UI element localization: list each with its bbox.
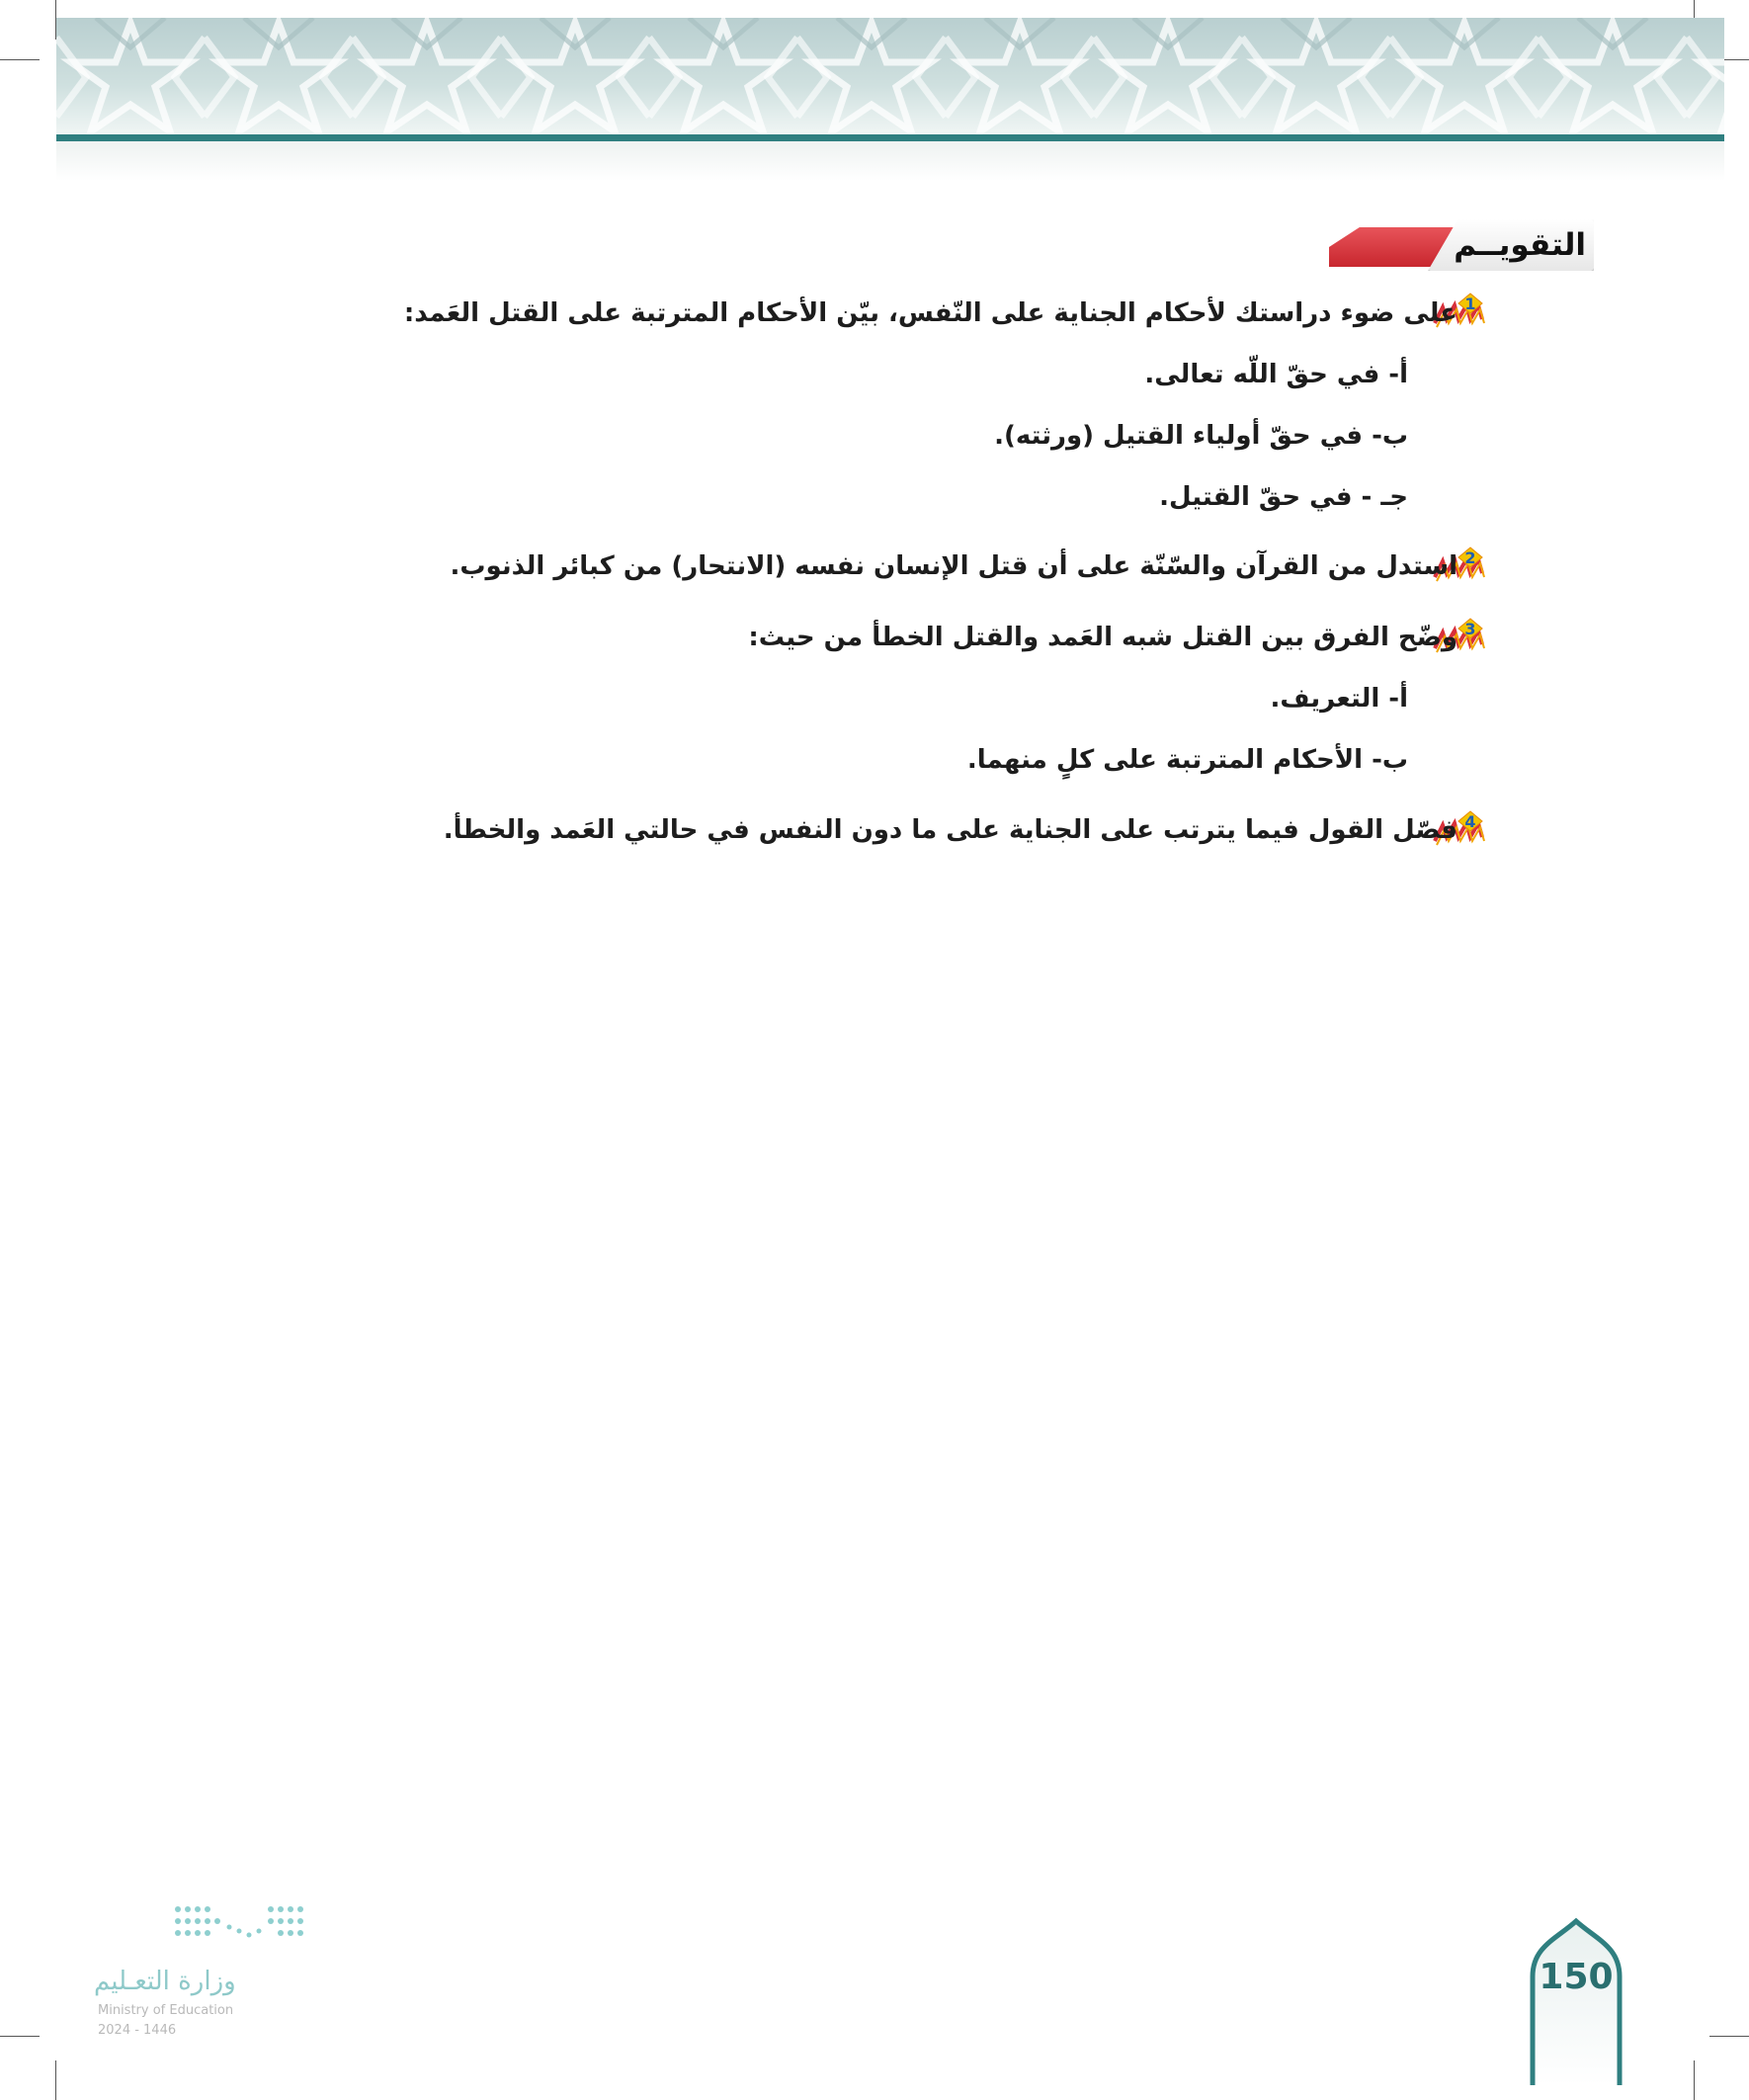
question-text: وضّح الفرق بين القتل شبه العَمد والقتل الخطأ من حيث:: [748, 623, 1458, 652]
question-text: على ضوء دراستك لأحكام الجناية على النّفس، بيّن الأحكام المترتبة على القتل العَمد:: [403, 298, 1458, 328]
section-title: التقويــم: [1454, 227, 1586, 263]
geometric-pattern-icon: [56, 18, 1724, 141]
arch-frame-icon: [1527, 1917, 1625, 2085]
crop-mark: [55, 2060, 56, 2100]
sub-item: جـ - في حقّ القتيل.: [1159, 482, 1408, 512]
ministry-logo: [94, 1897, 331, 2046]
sub-item: أ- التعريف.: [1270, 684, 1408, 714]
header-shadow: [56, 141, 1724, 181]
ministry-name-en: Ministry of Education: [98, 2003, 234, 2018]
crop-mark: [1709, 2036, 1749, 2037]
crop-mark: [1694, 2060, 1695, 2100]
page-number-badge: [1527, 1917, 1625, 2085]
svg-text:1: 1: [1464, 294, 1476, 313]
crop-mark: [0, 59, 40, 60]
section-title-tag: [1329, 219, 1596, 275]
sub-item: ب- الأحكام المترتبة على كلٍ منهما.: [966, 745, 1408, 775]
header-accent-line: [56, 134, 1724, 141]
svg-text:4: 4: [1464, 812, 1476, 831]
dots-logo-icon: [168, 1897, 405, 1957]
ministry-name-ar: وزارة التعـليم: [94, 1967, 236, 1996]
crop-mark: [0, 2036, 40, 2037]
svg-text:2: 2: [1464, 548, 1476, 567]
question-text: استدل من القرآن والسّنّة على أن قتل الإنسان نفسه (الانتحار) من كبائر الذنوب.: [450, 551, 1458, 581]
question-text: فصّل القول فيما يترتب على الجناية على ما دون النفس في حالتي العَمد والخطأ.: [443, 815, 1458, 845]
page-number: 150: [1539, 1957, 1614, 1997]
sub-item: أ- في حقّ اللّه تعالى.: [1144, 360, 1408, 389]
svg-text:3: 3: [1464, 620, 1476, 638]
sub-item: ب- في حقّ أولياء القتيل (ورثته).: [994, 421, 1408, 451]
header-pattern-band: [56, 18, 1724, 141]
edition-year: 2024 - 1446: [98, 2023, 177, 2038]
